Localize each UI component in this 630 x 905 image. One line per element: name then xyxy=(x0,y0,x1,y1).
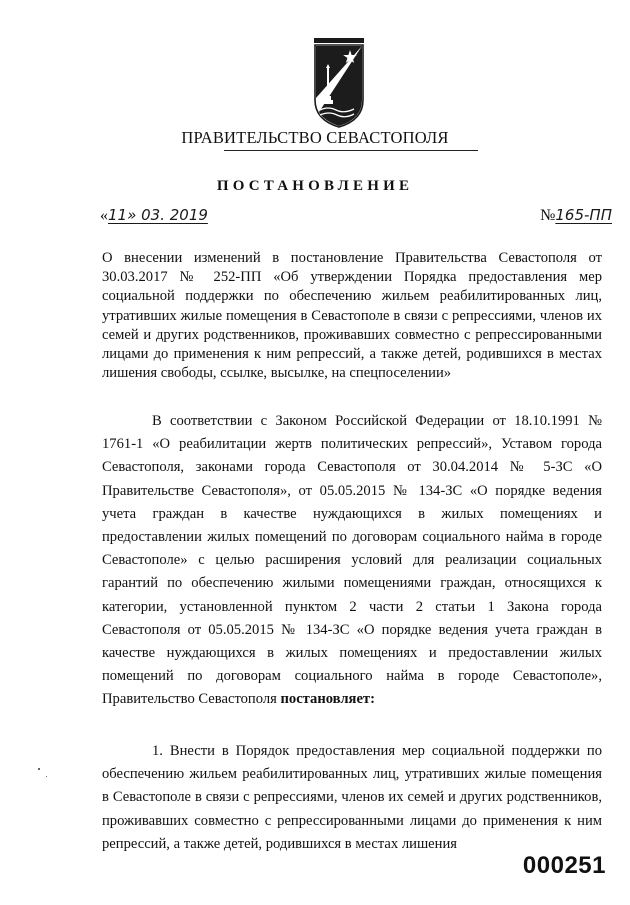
number-value: 165-ПП xyxy=(555,206,612,224)
preamble xyxy=(102,410,602,712)
government-title: ПРАВИТЕЛЬСТВО СЕВАСТОПОЛЯ xyxy=(181,128,449,147)
preamble-text: В соответствии с Законом Российской Федерации от 18.10.1991 № 1761-1 «О реабилитации жертв политических репрессий», Уставом города Севастополя, законами города Севастополя от 30.04.2014 № 5-ЗС «О Правительстве Севастополя», от 05.05.2015 № 134-ЗС «О порядке ведения учета граждан в качестве нуждающихся в жилых помещениях и предоставлении жилых помещений по договорам социального найма в городе Севастополе» с целью расширения условий для реализации социальных гарантий по обеспечению жилыми помещениями граждан, относящихся к категории, установленной пунктом 2 части 2 статьи 1 Закона города Севастополя от 05.05.2015 № 134-ЗС «О порядке ведения учета граждан в качестве нуждающихся в жилых помещениях и предоставлении жилых помещений по договорам социального найма в городе Севастополе», Правительство Севастополя xyxy=(102,413,602,708)
document-type: ПОСТАНОВЛЕНИЕ xyxy=(216,178,414,194)
number-prefix: № xyxy=(540,207,556,224)
item-1-text: 1. Внести в Порядок предоставления мер социальной поддержки по обеспечению жильем реабилитированных лиц, утративших жилые помещения в Севастополе в связи с репрессиями, членов их семей и других родственников, проживавших совместно с репрессированными лицами до применения к ним репрессий, а также детей, родившихся в местах лишения xyxy=(102,743,602,852)
scan-speck xyxy=(46,776,47,777)
serial-number: 000251 xyxy=(522,852,606,879)
coat-of-arms-icon xyxy=(314,38,364,128)
title-rule xyxy=(224,150,478,151)
preamble-paragraph xyxy=(102,410,602,712)
resolves-word: постановляет: xyxy=(280,691,375,708)
scan-speck xyxy=(38,768,40,770)
document-number xyxy=(540,206,612,225)
document-title xyxy=(102,249,602,383)
document-date xyxy=(100,206,208,225)
date-value: 11» 03. 2019 xyxy=(108,206,208,224)
date-quote: « xyxy=(100,207,108,224)
item-1 xyxy=(102,740,602,856)
title-text: О внесении изменений в постановление Правительства Севастополя от 30.03.2017 № 252-ПП «Об утверждении Порядка предоставления мер социальной поддержки по обеспечению жильем реабилитированных лиц, утративших жилые помещения в Севастополе в связи с репрессиями, членов их семей и других родственников, проживавших совместно с репрессированными лицами до применения к ним репрессий, а также детей, родившихся в местах лишения свободы, ссылке, высылке, на спецпоселении» xyxy=(102,250,602,382)
